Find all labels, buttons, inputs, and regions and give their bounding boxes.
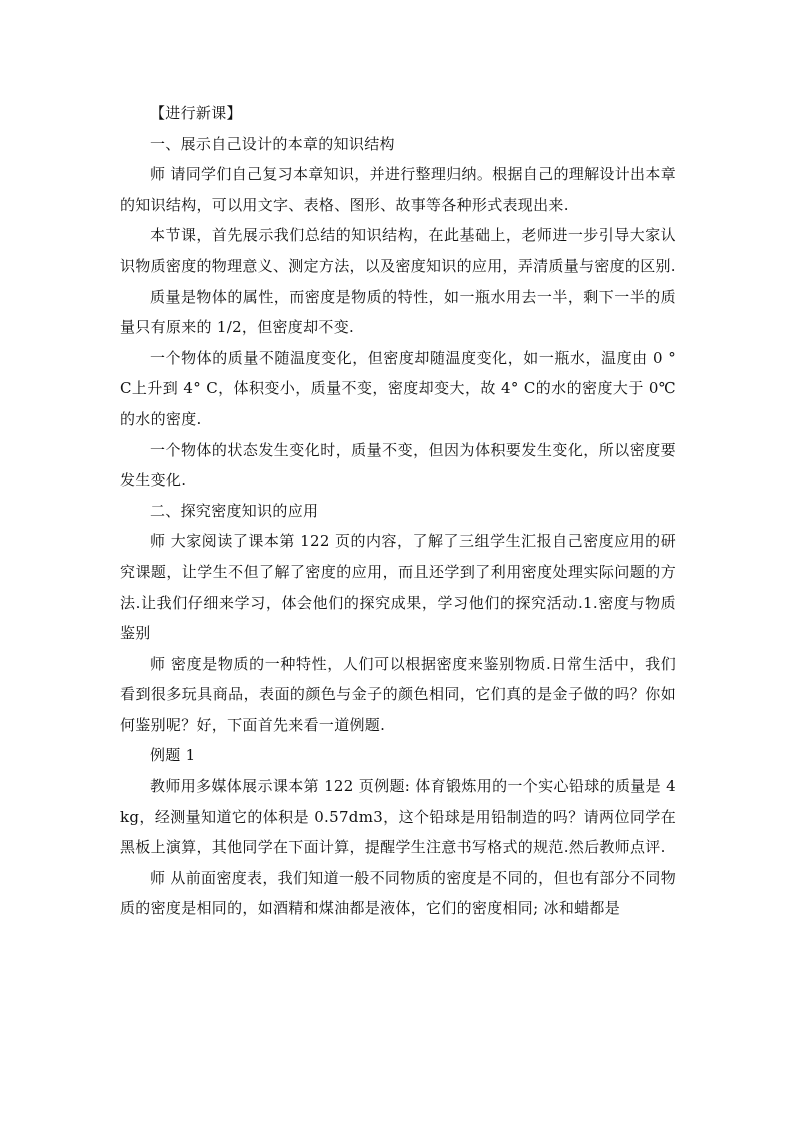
paragraph: 一个物体的状态发生变化时，质量不变，但因为体积要发生变化，所以密度要发生变化. <box>120 440 676 490</box>
paragraph: 质量是物体的属性，而密度是物质的特性，如一瓶水用去一半，剩下一半的质量只有原来的 1/2，但密度却不变. <box>120 287 676 337</box>
paragraph: 本节课，首先展示我们总结的知识结构，在此基础上，老师进一步引导大家认识物质密度的物理意义、测定方法，以及密度知识的应用，弄清质量与密度的区别. <box>120 226 676 275</box>
paragraph: 一个物体的质量不随温度变化，但密度却随温度变化，如一瓶水，温度由 0 °C上升到 4° C，体积变小，质量不变，密度却变大，故 4° C的水的密度大于 0℃的水的密度. <box>120 348 676 428</box>
paragraph: 师 请同学们自己复习本章知识，并进行整理归纳。根据自己的理解设计出本章的知识结构，可以用文字、表格、图形、故事等各种形式表现出来. <box>120 165 676 214</box>
heading-knowledge-structure: 一、展示自己设计的本章的知识结构 <box>150 134 395 153</box>
paragraph: 师 密度是物质的一种特性，人们可以根据密度来鉴别物质.日常生活中，我们看到很多玩具商品，表面的颜色与金子的颜色相同，它们真的是金子做的吗？你如何鉴别呢？好，下面首先来看一道例题. <box>120 654 676 734</box>
paragraph: 教师用多媒体展示课本第 122 页例题: 体育锻炼用的一个实心铅球的质量是 4kg，经测量知道它的体积是 0.57dm3，这个铅球是用铅制造的吗？请两位同学在黑板上演算，其他同学在下面计算，提醒学生注意书写格式的规范.然后教师点评. <box>120 777 676 857</box>
paragraph: 师 大家阅读了课本第 122 页的内容，了解了三组学生汇报自己密度应用的研究课题，让学生不但了解了密度的应用，而且还学到了利用密度处理实际问题的方法.让我们仔细来学习，体会他们的探究成果，学习他们的探究活动.1.密度与物质鉴别 <box>120 532 676 643</box>
paragraph: 师 从前面密度表，我们知道一般不同物质的密度是不同的，但也有部分不同物质的密度是相同的，如酒精和煤油都是液体，它们的密度相同; 冰和蜡都是 <box>120 868 676 918</box>
example-label: 例题 1 <box>150 746 196 765</box>
document-body <box>120 98 676 924</box>
heading-density-application: 二、探究密度知识的应用 <box>150 501 319 520</box>
section-title: 【进行新课】 <box>150 104 242 122</box>
